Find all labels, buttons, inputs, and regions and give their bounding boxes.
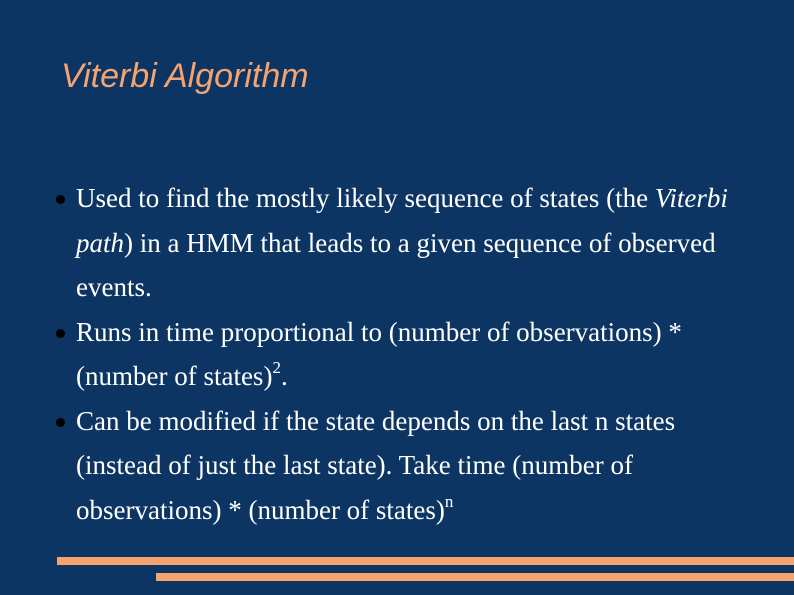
bullet-text-superscript: 2 — [272, 358, 281, 377]
bullet-list — [56, 176, 756, 532]
bullet-text-superscript: n — [444, 491, 454, 511]
bullet-item — [56, 176, 756, 310]
bullet-dot-icon — [56, 418, 65, 427]
bullet-item — [56, 310, 756, 399]
bullet-text-segment: Runs in time proportional to (number of observations) * (number of states) — [76, 316, 682, 391]
bullet-text-segment: Can be modified if the state depends on the last n states (instead of just the last state). Take time (number of observations) * (number of states) — [76, 405, 676, 525]
slide-title: Viterbi Algorithm — [61, 57, 309, 95]
bullet-item — [56, 399, 756, 533]
bullet-text — [76, 176, 756, 310]
bullet-text-segment: . — [280, 361, 288, 391]
bullet-dot-icon — [56, 329, 65, 338]
bullet-dot-icon — [56, 195, 65, 204]
accent-line-top — [57, 557, 794, 565]
bullet-text — [76, 399, 756, 533]
bullet-text-italic: Viterbi path — [76, 183, 728, 258]
accent-line-bottom — [156, 573, 794, 581]
bullet-text-segment: Used to find the mostly likely sequence of states (the — [76, 183, 655, 213]
bullet-text — [76, 310, 756, 399]
bullet-text-segment: ) in a HMM that leads to a given sequence of observed events. — [76, 227, 716, 302]
